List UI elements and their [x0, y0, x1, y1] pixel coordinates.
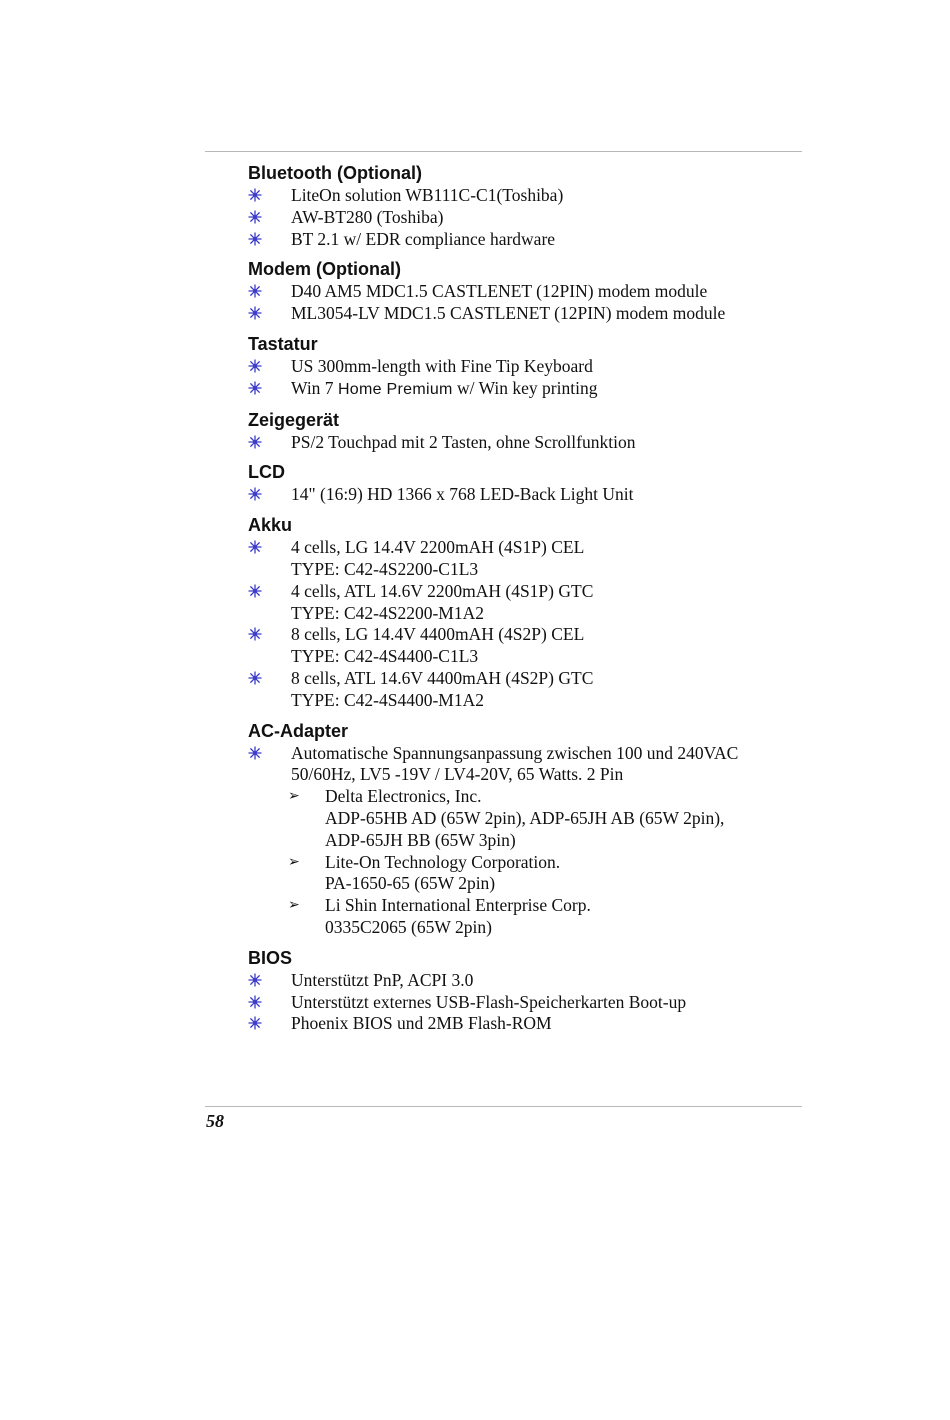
asterisk-flower-icon — [248, 188, 264, 204]
item-text-end: w/ Win key printing — [452, 377, 598, 398]
spec-section — [248, 332, 808, 401]
asterisk-flower-icon — [248, 671, 264, 687]
bullet-item — [248, 303, 808, 325]
item-text-edition: Home Premium — [337, 380, 453, 398]
bullet-item — [248, 743, 808, 787]
item-text: TYPE: C42-4S2200-M1A2 — [291, 602, 484, 623]
sub-item-text: Lite-On Technology Corporation. — [325, 851, 561, 872]
bullet-item — [248, 356, 808, 378]
page-number: 58 — [206, 1111, 224, 1131]
item-text: Phoenix BIOS und 2MB Flash-ROM — [291, 1013, 552, 1034]
asterisk-flower-icon — [248, 584, 264, 600]
sub-item-text: Li Shin International Enterprise Corp. — [325, 895, 591, 916]
spec-section — [248, 513, 808, 711]
item-text: D40 AM5 MDC1.5 CASTLENET (12PIN) modem module — [291, 281, 708, 302]
section-heading: BIOS — [248, 947, 293, 968]
bullet-item — [248, 992, 808, 1014]
spec-section — [248, 257, 808, 325]
sub-item-text: 0335C2065 (65W 2pin) — [325, 916, 492, 937]
bullet-item — [248, 1013, 808, 1035]
asterisk-flower-icon — [248, 359, 264, 375]
arrowhead-icon: ➢ — [288, 788, 300, 805]
spec-section — [248, 719, 808, 939]
item-text: 50/60Hz, LV5 -19V / LV4-20V, 65 Watts. 2 Pin — [291, 764, 624, 785]
section-heading: Modem (Optional) — [248, 259, 401, 280]
item-text: 4 cells, LG 14.4V 2200mAH (4S1P) CEL — [291, 537, 585, 558]
bottom-rule — [205, 1106, 802, 1107]
sub-bullet-item — [248, 852, 808, 896]
sub-bullet-item — [248, 895, 808, 939]
bullet-item — [248, 484, 808, 506]
item-text-start: Win 7 — [291, 377, 338, 398]
item-text: TYPE: C42-4S4400-M1A2 — [291, 689, 484, 710]
spec-section — [248, 946, 808, 1035]
bullet-item — [248, 207, 808, 229]
item-text: Unterstützt externes USB-Flash-Speicherkarten Boot-up — [291, 991, 687, 1012]
asterisk-flower-icon — [248, 232, 264, 248]
item-text: Unterstützt PnP, ACPI 3.0 — [291, 969, 474, 990]
asterisk-flower-icon — [248, 746, 264, 762]
item-text — [291, 378, 808, 401]
item-text: BT 2.1 w/ EDR compliance hardware — [291, 228, 556, 249]
asterisk-flower-icon — [248, 435, 264, 451]
section-heading: LCD — [248, 462, 285, 483]
bullet-item — [248, 185, 808, 207]
bullet-item — [248, 378, 808, 401]
item-text: AW-BT280 (Toshiba) — [291, 206, 444, 227]
item-text: 8 cells, LG 14.4V 4400mAH (4S2P) CEL — [291, 624, 585, 645]
bullet-item — [248, 624, 808, 668]
item-text: TYPE: C42-4S4400-C1L3 — [291, 646, 479, 667]
bullet-item — [248, 432, 808, 454]
item-text: LiteOn solution WB111C-C1(Toshiba) — [291, 185, 564, 205]
section-heading: Akku — [248, 515, 293, 536]
asterisk-flower-icon — [248, 973, 264, 989]
bullet-item — [248, 581, 808, 625]
asterisk-flower-icon — [248, 995, 264, 1011]
spec-content — [248, 161, 808, 1035]
item-text: TYPE: C42-4S2200-C1L3 — [291, 558, 479, 579]
item-text: US 300mm-length with Fine Tip Keyboard — [291, 355, 593, 376]
top-rule — [205, 151, 802, 152]
section-heading: Zeigegerät — [248, 409, 340, 430]
asterisk-flower-icon — [248, 210, 264, 226]
spec-section — [248, 408, 808, 454]
item-text: PS/2 Touchpad mit 2 Tasten, ohne Scrollfunktion — [291, 431, 636, 452]
bullet-item — [248, 537, 808, 581]
item-text: 4 cells, ATL 14.6V 2200mAH (4S1P) GTC — [291, 580, 594, 601]
bullet-item — [248, 229, 808, 251]
sub-item-text: ADP-65HB AD (65W 2pin), ADP-65JH AB (65W 2pin), — [325, 807, 725, 828]
sub-item-text: ADP-65JH BB (65W 3pin) — [325, 829, 516, 850]
sub-bullet-item — [248, 786, 808, 851]
asterisk-flower-icon — [248, 487, 264, 503]
bullet-item — [248, 281, 808, 303]
asterisk-flower-icon — [248, 1016, 264, 1032]
section-heading: Bluetooth (Optional) — [248, 163, 422, 183]
item-text: Automatische Spannungsanpassung zwischen 100 und 240VAC — [291, 742, 739, 763]
item-text: 8 cells, ATL 14.6V 4400mAH (4S2P) GTC — [291, 667, 594, 688]
asterisk-flower-icon — [248, 627, 264, 643]
spec-section — [248, 161, 808, 250]
section-heading: Tastatur — [248, 333, 318, 354]
arrowhead-icon: ➢ — [288, 853, 300, 870]
section-heading: AC-Adapter — [248, 720, 349, 741]
bullet-item — [248, 970, 808, 992]
spec-section — [248, 460, 808, 506]
asterisk-flower-icon — [248, 306, 264, 322]
arrowhead-icon: ➢ — [288, 897, 300, 914]
item-text: ML3054-LV MDC1.5 CASTLENET (12PIN) modem module — [291, 303, 726, 324]
asterisk-flower-icon — [248, 284, 264, 300]
sub-item-text: PA-1650-65 (65W 2pin) — [325, 873, 496, 894]
sub-item-text: Delta Electronics, Inc. — [325, 786, 482, 807]
asterisk-flower-icon — [248, 381, 264, 397]
bullet-item — [248, 668, 808, 712]
item-text: 14" (16:9) HD 1366 x 768 LED-Back Light Unit — [291, 484, 634, 505]
asterisk-flower-icon — [248, 540, 264, 556]
